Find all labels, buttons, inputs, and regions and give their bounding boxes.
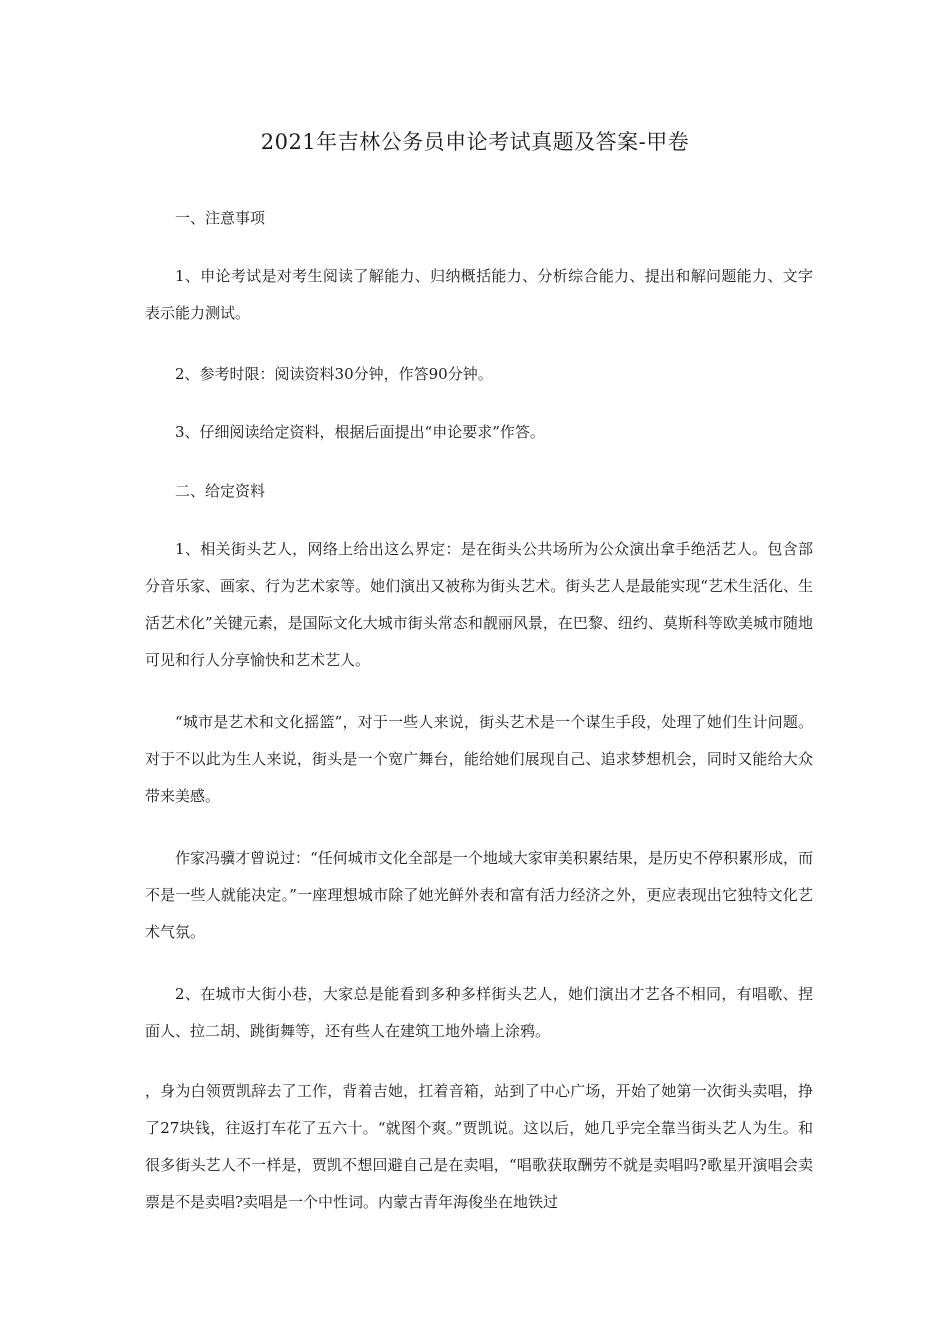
paragraph-material-4: 2、在城市大街小巷，大家总是能看到多种多样街头艺人，她们演出才艺各不相同，有唱歌、捏面人、拉二胡、跳街舞等，还有些人在建筑工地外墙上涂鸦。 bbox=[145, 985, 813, 1040]
paragraph-notice-1: 1、申论考试是对考生阅读了解能力、归纳概括能力、分析综合能力、提出和解问题能力、文字表示能力测试。 bbox=[145, 267, 813, 322]
section-heading-material: 二、给定资料 bbox=[175, 482, 266, 500]
document-title: 2021年吉林公务员申论考试真题及答案-甲卷 bbox=[260, 130, 690, 154]
paragraph-material-5: ，身为白领贾凯辞去了工作，背着吉她，扛着音箱，站到了中心广场，开始了她第一次街头卖唱，挣了27块钱，往返打车花了五六十。“就图个爽。”贾凯说。这以后，她几乎完全靠当街头艺人为生。和很多街头艺人不一样是，贾凯不想回避自己是在卖唱，“唱歌获取酬劳不就是卖唱吗?歌星开演唱会卖票是不是卖唱?卖唱是一个中性词。内蒙古青年海俊坐在地铁过 bbox=[145, 1082, 813, 1211]
paragraph-notice-2: 2、参考时限：阅读资料30分钟，作答90分钟。 bbox=[175, 365, 493, 383]
paragraph-notice-3: 3、仔细阅读给定资料，根据后面提出“申论要求”作答。 bbox=[175, 423, 545, 441]
section-heading-notice: 一、注意事项 bbox=[175, 209, 266, 227]
paragraph-material-3: 作家冯骥才曾说过：“任何城市文化全部是一个地域大家审美积累结果，是历史不停积累形成，而不是一些人就能决定。”一座理想城市除了她光鲜外表和富有活力经济之外，更应表现出它独特文化艺术气氛。 bbox=[145, 849, 813, 941]
paragraph-material-2: “城市是艺术和文化摇篮”，对于一些人来说，街头艺术是一个谋生手段，处理了她们生计问题。对于不以此为生人来说，街头是一个宽广舞台，能给她们展现自己、追求梦想机会，同时又能给大众带来美感。 bbox=[145, 713, 813, 805]
paragraph-material-1: 1、相关街头艺人，网络上给出这么界定：是在街头公共场所为公众演出拿手绝活艺人。包含部分音乐家、画家、行为艺术家等。她们演出又被称为街头艺术。街头艺人是最能实现“艺术生活化、生活艺术化”关键元素，是国际文化大城市街头常态和靓丽风景，在巴黎、纽约、莫斯科等欧美城市随地可见和行人分享愉快和艺术艺人。 bbox=[145, 540, 813, 669]
